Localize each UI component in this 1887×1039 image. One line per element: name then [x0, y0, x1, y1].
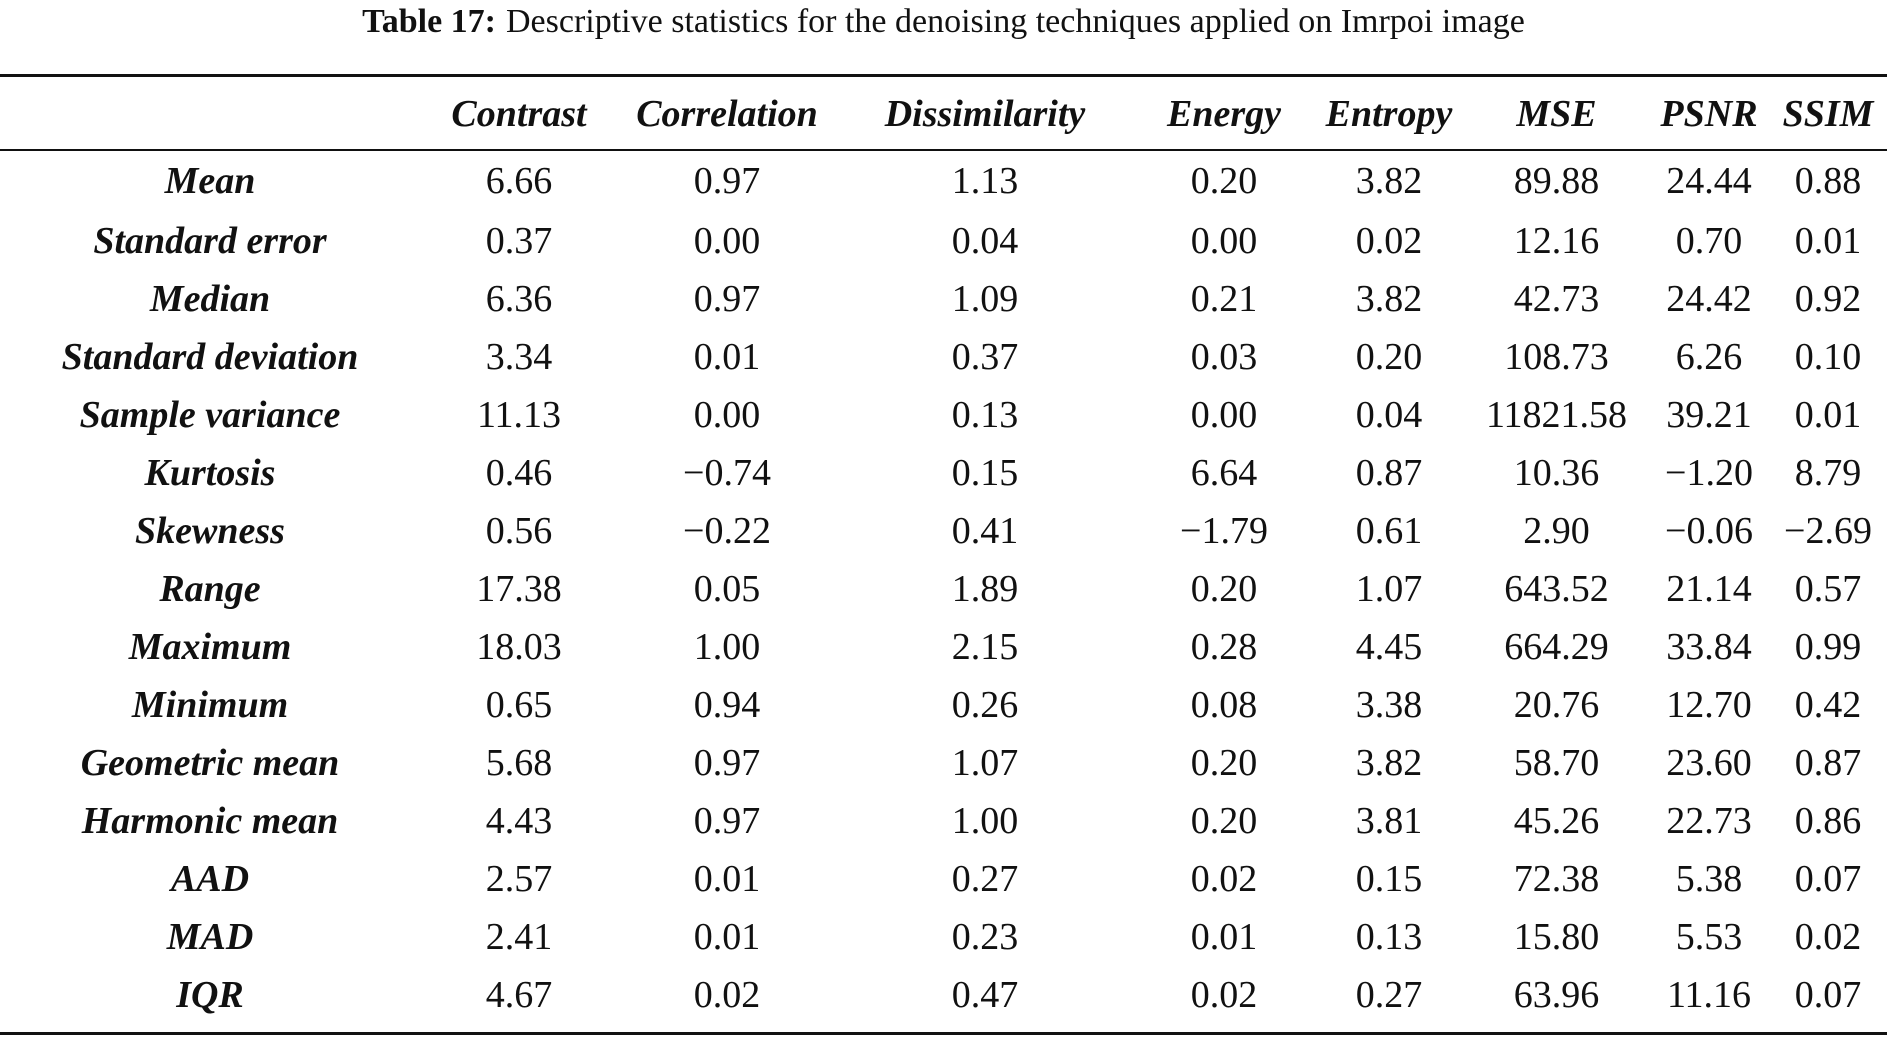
table-cell: 3.38 — [1355, 684, 1423, 726]
table-row — [0, 444, 1887, 502]
table-cell: 0.00 — [693, 394, 761, 436]
table-cell: 0.01 — [1794, 394, 1862, 436]
row-label: Harmonic mean — [81, 800, 339, 842]
table-cell: 1.89 — [951, 568, 1019, 610]
table-cell: 1.09 — [951, 278, 1019, 320]
table-cell: 0.41 — [951, 510, 1019, 552]
row-label: Mean — [164, 160, 256, 202]
table-cell: 2.41 — [485, 916, 553, 958]
table-cell: 1.07 — [951, 742, 1019, 784]
table-cell: 0.07 — [1794, 858, 1862, 900]
corner-cell — [0, 77, 420, 150]
row-label: Standard deviation — [61, 336, 359, 378]
table-cell: 2.57 — [485, 858, 553, 900]
table-cell: 0.42 — [1794, 684, 1862, 726]
table-cell: 63.96 — [1513, 974, 1600, 1016]
row-label: Sample variance — [79, 394, 341, 436]
table-cell: 0.28 — [1190, 626, 1258, 668]
table-cell: 0.02 — [1190, 858, 1258, 900]
table-row — [0, 792, 1887, 850]
table-cell: 0.02 — [1190, 974, 1258, 1016]
table-cell: −2.69 — [1784, 510, 1872, 552]
table-cell: 0.01 — [1190, 916, 1258, 958]
table-cell: 0.97 — [693, 160, 761, 202]
header-row — [0, 77, 1887, 150]
column-header-contrast: Contrast — [451, 92, 587, 135]
table-caption-text: Descriptive statistics for the denoising techniques applied on Imrpoi image — [506, 3, 1525, 40]
row-label: Kurtosis — [144, 452, 276, 494]
table-cell: 0.01 — [693, 336, 761, 378]
table-cell: 0.04 — [951, 220, 1019, 262]
table-cell: 20.76 — [1513, 684, 1600, 726]
table-cell: 0.04 — [1355, 394, 1423, 436]
table-row — [0, 328, 1887, 386]
table-cell: 0.88 — [1794, 160, 1862, 202]
table-cell: 21.14 — [1666, 568, 1752, 610]
table-cell: 18.03 — [476, 626, 562, 668]
table-cell: 3.81 — [1355, 800, 1423, 842]
table-cell: 2.90 — [1523, 510, 1590, 552]
row-label: MAD — [166, 916, 254, 958]
table-cell: 0.05 — [693, 568, 761, 610]
table-cell: 0.20 — [1355, 336, 1423, 378]
row-label: Standard error — [93, 220, 327, 262]
table-cell: 0.07 — [1794, 974, 1862, 1016]
table-row — [0, 270, 1887, 328]
table-cell: 0.02 — [1794, 916, 1862, 958]
table-row — [0, 966, 1887, 1024]
table-cell: 0.57 — [1794, 568, 1862, 610]
table-cell: 0.26 — [951, 684, 1019, 726]
table-body — [0, 150, 1887, 1024]
table-cell: 0.92 — [1794, 278, 1862, 320]
table-cell: 5.38 — [1675, 858, 1743, 900]
table-cell: 0.08 — [1190, 684, 1258, 726]
table-cell: 0.02 — [1355, 220, 1423, 262]
row-label: IQR — [176, 974, 244, 1016]
table-cell: 0.01 — [693, 916, 761, 958]
table-cell: 0.10 — [1794, 336, 1862, 378]
table-cell: 0.13 — [1355, 916, 1423, 958]
table-cell: 2.15 — [951, 626, 1019, 668]
table-cell: −1.20 — [1665, 452, 1753, 494]
table-cell: 0.27 — [1355, 974, 1423, 1016]
table-row — [0, 150, 1887, 212]
table-cell: 8.79 — [1794, 452, 1862, 494]
table-row — [0, 908, 1887, 966]
table-cell: −0.22 — [683, 510, 771, 552]
table-cell: 3.82 — [1355, 160, 1423, 202]
table-cell: 0.46 — [485, 452, 553, 494]
table-row — [0, 560, 1887, 618]
table-cell: 0.37 — [951, 336, 1019, 378]
table-cell: 11821.58 — [1485, 394, 1628, 436]
row-label: Geometric mean — [80, 742, 340, 784]
table-cell: 10.36 — [1513, 452, 1600, 494]
table-cell: 58.70 — [1513, 742, 1600, 784]
table-cell: −1.79 — [1180, 510, 1268, 552]
table-cell: 6.36 — [485, 278, 553, 320]
table-cell: 0.15 — [1355, 858, 1423, 900]
table-cell: 12.70 — [1666, 684, 1752, 726]
table-row — [0, 212, 1887, 270]
table-cell: 0.13 — [951, 394, 1019, 436]
table-cell: 0.02 — [693, 974, 761, 1016]
row-label: AAD — [170, 858, 250, 900]
table-cell: 89.88 — [1513, 160, 1600, 202]
table-cell: 42.73 — [1513, 278, 1600, 320]
table-cell: 1.00 — [693, 626, 761, 668]
table-cell: 0.61 — [1355, 510, 1423, 552]
table-cell: 3.82 — [1355, 742, 1423, 784]
table-cell: 643.52 — [1504, 568, 1609, 610]
table-cell: 0.70 — [1675, 220, 1743, 262]
table-cell: 0.37 — [485, 220, 553, 262]
table-cell: 0.97 — [693, 800, 761, 842]
table-cell: −0.74 — [683, 452, 771, 494]
table-row — [0, 618, 1887, 676]
table-cell: 0.99 — [1794, 626, 1862, 668]
table-row — [0, 386, 1887, 444]
column-header-entropy: Entropy — [1325, 92, 1453, 135]
table-cell: 3.34 — [485, 336, 553, 378]
table-cell: 0.00 — [1190, 394, 1258, 436]
table-cell: 39.21 — [1666, 394, 1752, 436]
table-cell: 11.13 — [476, 394, 562, 436]
table-cell: 24.42 — [1666, 278, 1752, 320]
table-cell: 0.65 — [485, 684, 553, 726]
table-cell: 1.00 — [951, 800, 1019, 842]
table-cell: 0.27 — [951, 858, 1019, 900]
table-cell: 11.16 — [1666, 974, 1752, 1016]
table-cell: 0.86 — [1794, 800, 1862, 842]
table-row — [0, 734, 1887, 792]
table-cell: 1.07 — [1355, 568, 1423, 610]
table-cell: 5.68 — [485, 742, 553, 784]
table-row — [0, 502, 1887, 560]
table-caption — [0, 0, 1887, 44]
table-cell: 0.20 — [1190, 742, 1258, 784]
table-cell: 6.66 — [485, 160, 553, 202]
table-cell: 1.13 — [951, 160, 1019, 202]
column-header-psnr: PSNR — [1660, 92, 1758, 135]
table-cell: 4.45 — [1355, 626, 1423, 668]
table-cell: 108.73 — [1504, 336, 1609, 378]
table-row — [0, 850, 1887, 908]
table-cell: 0.87 — [1794, 742, 1862, 784]
table-row — [0, 676, 1887, 734]
table-cell: 0.56 — [485, 510, 553, 552]
table-cell: 17.38 — [476, 568, 562, 610]
table-cell: 3.82 — [1355, 278, 1423, 320]
table-cell: 45.26 — [1513, 800, 1600, 842]
statistics-table — [0, 77, 1887, 1024]
table-cell: 15.80 — [1513, 916, 1600, 958]
table-cell: 22.73 — [1666, 800, 1752, 842]
table-cell: 5.53 — [1675, 916, 1743, 958]
table-cell: 0.20 — [1190, 568, 1258, 610]
table-cell: 6.26 — [1675, 336, 1743, 378]
table-cell: 0.20 — [1190, 160, 1258, 202]
table-cell: 0.47 — [951, 974, 1019, 1016]
table-cell: 0.21 — [1190, 278, 1258, 320]
table-cell: 0.87 — [1355, 452, 1423, 494]
table-cell: 0.97 — [693, 742, 761, 784]
table-cell: 0.20 — [1190, 800, 1258, 842]
column-header-ssim: SSIM — [1782, 92, 1874, 135]
column-header-correlation: Correlation — [636, 92, 818, 135]
table-cell: 0.94 — [693, 684, 761, 726]
table-cell: 24.44 — [1666, 160, 1752, 202]
table-cell: 0.00 — [1190, 220, 1258, 262]
table-cell: 0.23 — [951, 916, 1019, 958]
table-cell: 72.38 — [1513, 858, 1600, 900]
table-cell: 0.01 — [1794, 220, 1862, 262]
table-cell: 12.16 — [1513, 220, 1600, 262]
table-cell: 6.64 — [1190, 452, 1258, 494]
table-cell: 0.03 — [1190, 336, 1258, 378]
row-label: Skewness — [135, 510, 285, 552]
row-label: Range — [159, 568, 261, 610]
table-number: Table 17: — [362, 3, 496, 40]
table-cell: 33.84 — [1666, 626, 1752, 668]
column-header-mse: MSE — [1516, 92, 1597, 135]
table-cell: 0.00 — [693, 220, 761, 262]
table-cell: 0.01 — [693, 858, 761, 900]
row-label: Minimum — [131, 684, 289, 726]
row-label: Maximum — [128, 626, 292, 668]
table-cell: 0.15 — [951, 452, 1019, 494]
column-header-energy: Energy — [1167, 92, 1281, 135]
column-header-dissimilarity: Dissimilarity — [884, 92, 1086, 135]
table-cell: 4.43 — [485, 800, 553, 842]
table-cell: 664.29 — [1504, 626, 1609, 668]
table-cell: 0.97 — [693, 278, 761, 320]
table-cell: −0.06 — [1665, 510, 1753, 552]
row-label: Median — [149, 278, 271, 320]
table-cell: 23.60 — [1666, 742, 1752, 784]
bottom-rule — [0, 1032, 1887, 1035]
table-cell: 4.67 — [485, 974, 553, 1016]
